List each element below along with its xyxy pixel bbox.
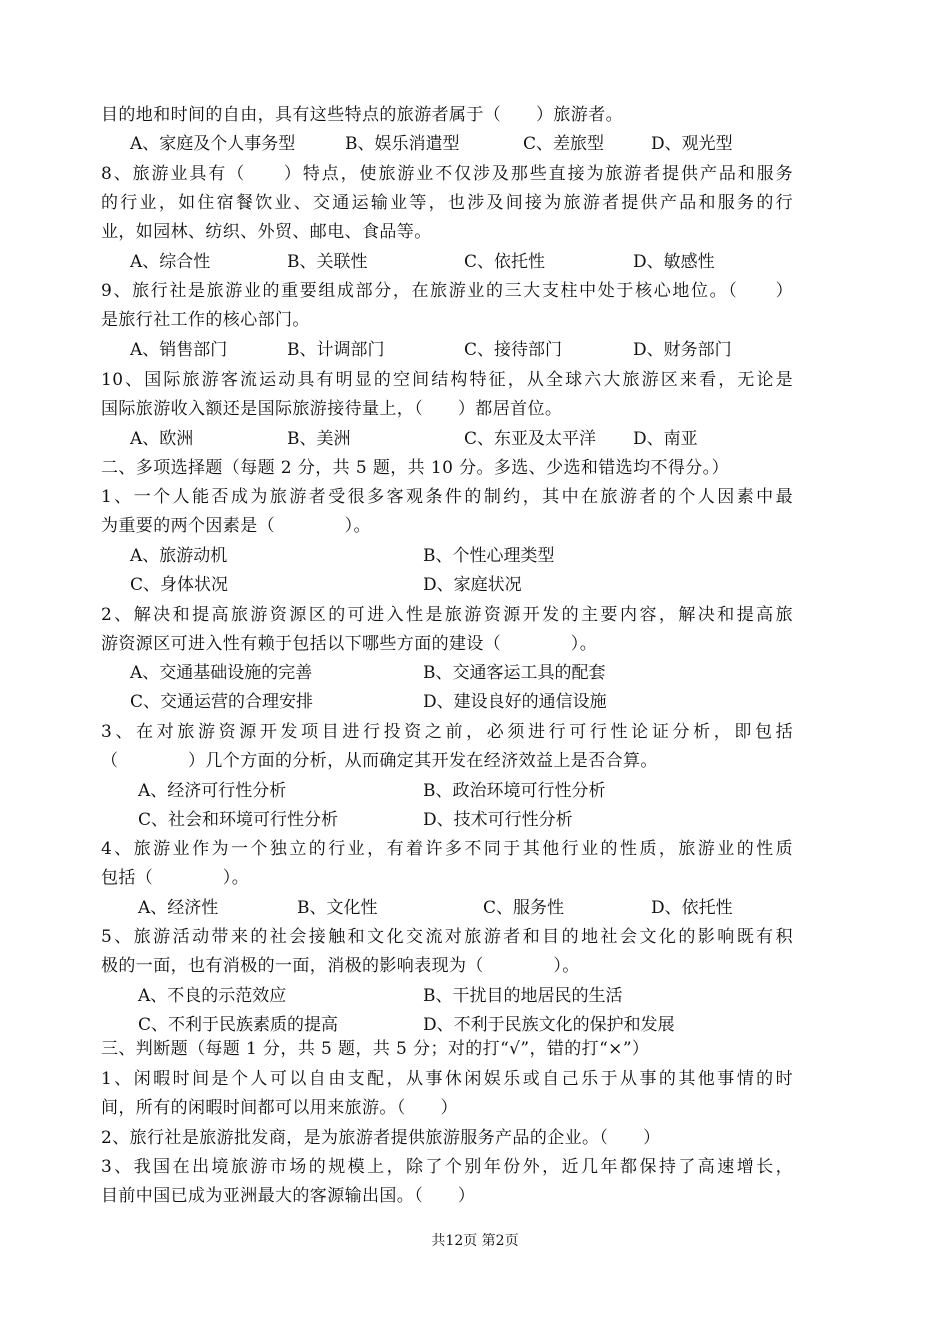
q9-option-d: D、财务部门: [633, 340, 732, 360]
q8-option-a: A、综合性: [130, 252, 211, 272]
q8-option-c: C、依托性: [464, 252, 546, 272]
m2-option-d: D、建设良好的通信设施: [423, 692, 607, 712]
m1-option-d: D、家庭状况: [423, 575, 522, 595]
m3-option-c: C、社会和环境可行性分析: [138, 810, 339, 830]
multi-question-2-line-2: 游资源区可进入性有赖于包括以下哪些方面的建设（ ）。: [101, 634, 598, 654]
multi-question-1-line-2: 为重要的两个因素是（ ）。: [101, 516, 371, 536]
question-9-line-2: 是旅行社工作的核心部门。: [101, 310, 310, 330]
question-9-line-1: 9、旅行社是旅游业的重要组成部分，在旅游业的三大支柱中处于核心地位。（ ）: [101, 281, 793, 301]
question-8-line-1: 8、旅游业具有（ ）特点，使旅游业不仅涉及那些直接为旅游者提供产品和服务: [101, 164, 793, 184]
m4-option-a: A、经济性: [138, 898, 219, 918]
m4-option-b: B、文化性: [297, 898, 378, 918]
m5-option-a: A、不良的示范效应: [138, 986, 287, 1006]
q10-option-a: A、欧洲: [130, 429, 194, 449]
multi-question-3-line-2: （ ）几个方面的分析，从而确定其开发在经济效益上是否合算。: [101, 751, 658, 771]
question-8-line-2: 的行业，如住宿餐饮业、交通运输业等，也涉及间接为旅游者提供产品和服务的行: [101, 193, 793, 213]
multi-question-5-line-2: 极的一面，也有消极的一面，消极的影响表现为（ ）。: [101, 956, 580, 976]
m4-option-d: D、依托性: [651, 898, 733, 918]
q7-option-c: C、差旅型: [523, 134, 605, 154]
m2-option-a: A、交通基础设施的完善: [130, 663, 313, 683]
m1-option-b: B、个性心理类型: [423, 546, 555, 566]
q8-option-b: B、关联性: [287, 252, 368, 272]
q9-option-c: C、接待部门: [464, 340, 563, 360]
m5-option-c: C、不利于民族素质的提高: [138, 1015, 339, 1035]
q8-option-d: D、敏感性: [633, 252, 715, 272]
judge-question-3-line-1: 3、我国在出境旅游市场的规模上，除了个别年份外，近几年都保持了高速增长，: [101, 1157, 793, 1177]
q10-option-c: C、东亚及太平洋: [464, 429, 597, 449]
judge-question-1-line-2: 间，所有的闲暇时间都可以用来旅游。（ ）: [101, 1098, 458, 1118]
m3-option-d: D、技术可行性分析: [423, 810, 573, 830]
multi-question-4-line-1: 4、旅游业作为一个独立的行业，有着许多不同于其他行业的性质，旅游业的性质: [101, 839, 793, 859]
judge-question-2: 2、旅行社是旅游批发商，是为旅游者提供旅游服务产品的企业。（ ）: [101, 1128, 661, 1148]
q10-option-d: D、南亚: [633, 429, 698, 449]
multi-question-3-line-1: 3、在对旅游资源开发项目进行投资之前，必须进行可行性论证分析，即包括: [101, 722, 793, 742]
q10-option-b: B、美洲: [287, 429, 351, 449]
question-7-continuation: 目的地和时间的自由，具有这些特点的旅游者属于（ ）旅游者。: [101, 105, 623, 125]
m4-option-c: C、服务性: [483, 898, 565, 918]
m1-option-c: C、身体状况: [130, 575, 229, 595]
section-2-heading: 二、多项选择题（每题 2 分，共 5 题，共 10 分。多选、少选和错选均不得分。）: [101, 458, 729, 478]
q9-option-a: A、销售部门: [130, 340, 228, 360]
q7-option-a: A、家庭及个人事务型: [130, 134, 296, 154]
q7-option-b: B、娱乐消遣型: [345, 134, 460, 154]
question-10-line-2: 国际旅游收入额还是国际旅游接待量上，（ ）都居首位。: [101, 399, 563, 419]
question-10-line-1: 10、国际旅游客流运动具有明显的空间结构特征，从全球六大旅游区来看，无论是: [101, 370, 793, 390]
m2-option-b: B、交通客运工具的配套: [423, 663, 606, 683]
multi-question-4-line-2: 包括（ ）。: [101, 868, 250, 888]
m5-option-d: D、不利于民族文化的保护和发展: [423, 1015, 675, 1035]
multi-question-5-line-1: 5、旅游活动带来的社会接触和文化交流对旅游者和目的地社会文化的影响既有积: [101, 927, 793, 947]
m1-option-a: A、旅游动机: [130, 546, 228, 566]
m2-option-c: C、交通运营的合理安排: [130, 692, 314, 712]
section-3-heading: 三、判断题（每题 1 分，共 5 题，共 5 分；对的打“√”，错的打“×”）: [101, 1039, 650, 1059]
q9-option-b: B、计调部门: [287, 340, 385, 360]
m3-option-a: A、经济可行性分析: [138, 781, 287, 801]
judge-question-1-line-1: 1、闲暇时间是个人可以自由支配，从事休闲娱乐或自己乐于从事的其他事情的时: [101, 1069, 793, 1089]
judge-question-3-line-2: 目前中国已成为亚洲最大的客源输出国。（ ）: [101, 1186, 476, 1206]
multi-question-2-line-1: 2、解决和提高旅游资源区的可进入性是旅游资源开发的主要内容，解决和提高旅: [101, 605, 793, 625]
multi-question-1-line-1: 1、一个人能否成为旅游者受很多客观条件的制约，其中在旅游者的个人因素中最: [101, 487, 793, 507]
m3-option-b: B、政治环境可行性分析: [423, 781, 606, 801]
question-8-line-3: 业，如园林、纺织、外贸、邮电、食品等。: [101, 222, 432, 242]
q7-option-d: D、观光型: [651, 134, 733, 154]
m5-option-b: B、干扰目的地居民的生活: [423, 986, 623, 1006]
page-footer: 共12页 第2页: [431, 1233, 519, 1249]
